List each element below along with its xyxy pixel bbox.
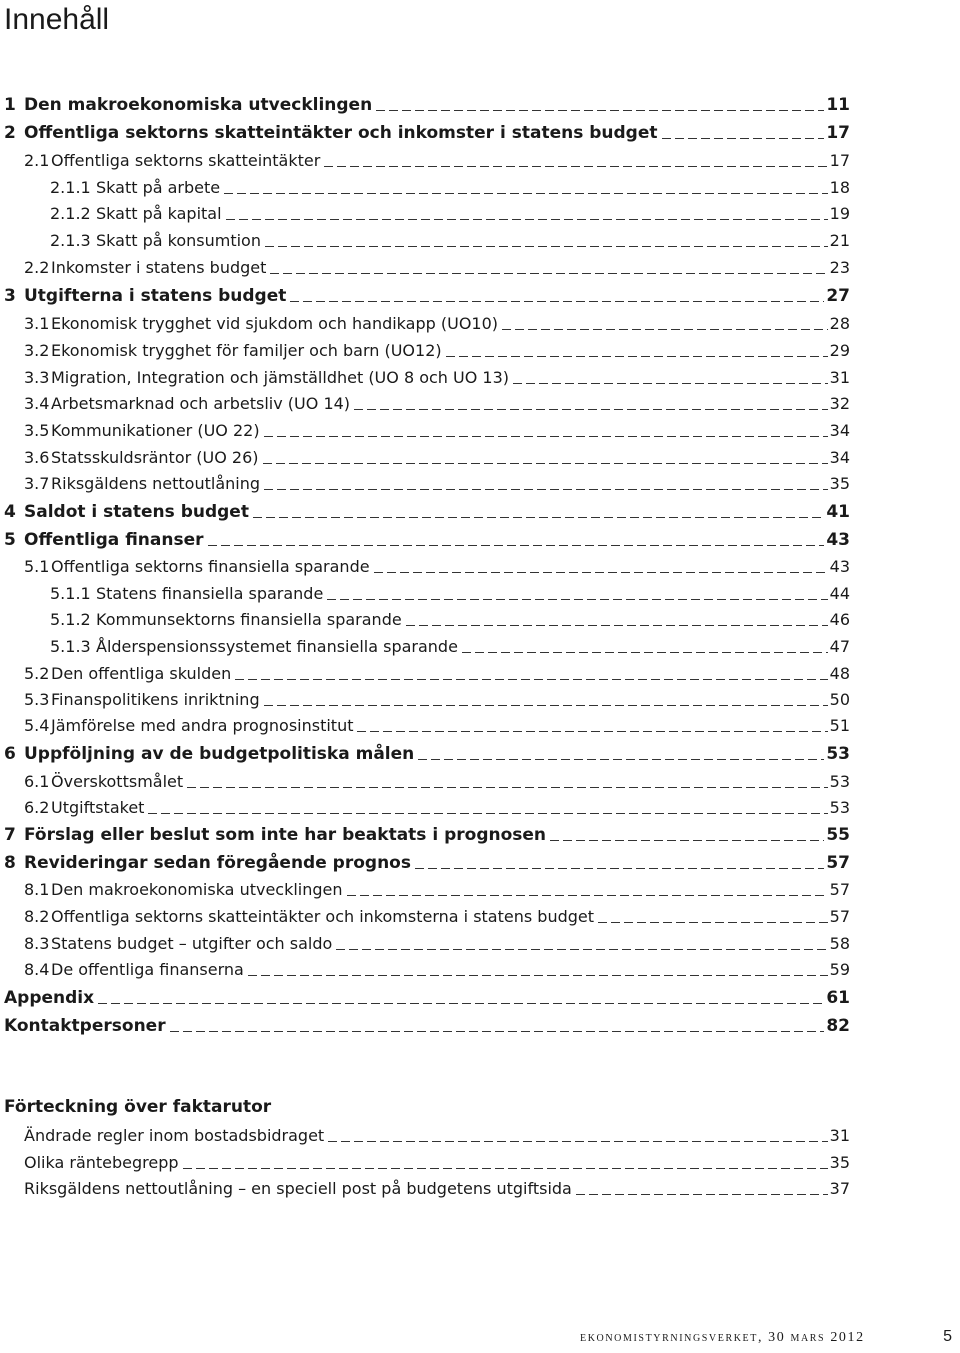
toc-entry-page: 59 [829, 960, 850, 979]
toc-entry[interactable] [24, 555, 850, 577]
toc-entry-page: 29 [829, 341, 850, 360]
dotted-leader [183, 1168, 828, 1169]
toc-entry-number: 5 [4, 530, 16, 550]
toc-entry-number: 2 [4, 123, 16, 143]
toc-entry-page: 51 [829, 716, 850, 735]
toc-entry-page: 23 [829, 258, 850, 277]
toc-entry[interactable] [4, 823, 850, 845]
toc-entry[interactable] [50, 202, 850, 224]
toc-entry-number: 3 [4, 286, 16, 306]
dotted-leader [270, 273, 827, 274]
toc-entry[interactable] [50, 635, 850, 657]
toc-entry-title: Migration, Integration och jämställdhet (UO 8 och UO 13) [51, 368, 510, 387]
toc-entry-number: 3.3 [24, 368, 50, 387]
toc-entry-title: De offentliga finanserna [51, 960, 244, 979]
toc-entry-title: Finanspolitikens inriktning [51, 690, 260, 709]
toc-entry-page: 57 [829, 907, 850, 926]
footer-page-number: 5 [943, 1328, 952, 1345]
toc-entry-number: 5.1.1 [50, 584, 91, 603]
toc-entry-title: Offentliga finanser [24, 530, 204, 550]
toc-entry-number: 8 [4, 853, 16, 873]
toc-entry-page: 50 [829, 690, 850, 709]
dotted-leader [264, 436, 828, 437]
toc-entry-page: 61 [826, 988, 850, 1008]
toc-entry-number: 6 [4, 744, 16, 764]
toc-entry-title: Kommunsektorns finansiella sparande [96, 610, 402, 629]
toc-entry-number: 8.2 [24, 907, 50, 926]
dotted-leader [336, 949, 827, 950]
toc-entry-title: Skatt på kapital [96, 204, 222, 223]
toc-entry-number: 5.4 [24, 716, 50, 735]
fact-box-entry[interactable] [24, 1177, 850, 1199]
toc-entry-title: Offentliga sektorns finansiella sparande [51, 557, 370, 576]
toc-entry[interactable] [24, 312, 850, 334]
toc-entry-number: 3.2 [24, 341, 50, 360]
footer-publisher-date: ekonomistyrningsverket, 30 mars 2012 [580, 1330, 865, 1345]
dotted-leader [224, 193, 828, 194]
toc-entry[interactable] [4, 1014, 850, 1036]
dotted-leader [550, 840, 824, 841]
toc-entry-page: 34 [829, 448, 850, 467]
dotted-leader [187, 787, 828, 788]
fact-box-entry-page: 37 [829, 1179, 850, 1198]
dotted-leader [502, 329, 828, 330]
toc-entry[interactable] [4, 986, 850, 1008]
dotted-leader [354, 409, 828, 410]
toc-entry[interactable] [4, 500, 850, 522]
toc-entry-title: Ekonomisk trygghet för familjer och barn (UO12) [51, 341, 442, 360]
toc-entry-title: Den makroekonomiska utvecklingen [51, 880, 343, 899]
toc-entry-page: 43 [829, 557, 850, 576]
toc-entry[interactable] [24, 446, 850, 468]
toc-entry[interactable] [24, 392, 850, 414]
toc-entry[interactable] [24, 366, 850, 388]
toc-entry[interactable] [24, 688, 850, 710]
toc-entry-title: Statsskuldsräntor (UO 26) [51, 448, 259, 467]
toc-entry[interactable] [24, 256, 850, 278]
dotted-leader [148, 813, 827, 814]
toc-entry[interactable] [24, 662, 850, 684]
toc-entry[interactable] [24, 770, 850, 792]
toc-entry-page: 53 [826, 744, 850, 764]
fact-box-entry[interactable] [24, 1151, 850, 1173]
toc-entry-title: Den offentliga skulden [51, 664, 232, 683]
toc-entry-page: 44 [829, 584, 850, 603]
toc-entry[interactable] [24, 472, 850, 494]
toc-entry-page: 46 [829, 610, 850, 629]
toc-entry-page: 34 [829, 421, 850, 440]
toc-entry-title: Uppföljning av de budgetpolitiska målen [24, 744, 415, 764]
dotted-leader [265, 246, 828, 247]
toc-entry[interactable] [24, 878, 850, 900]
toc-entry[interactable] [50, 582, 850, 604]
dotted-leader [324, 166, 827, 167]
toc-entry-number: 5.1.3 [50, 637, 91, 656]
dotted-leader [415, 868, 824, 869]
dotted-leader [374, 572, 828, 573]
toc-entry-title: Förslag eller beslut som inte har beaktats i prognosen [24, 825, 547, 845]
fact-box-entry-title: Riksgäldens nettoutlåning – en speciell post på budgetens utgiftsida [24, 1179, 572, 1198]
dotted-leader [347, 895, 828, 896]
toc-entry-title: Arbetsmarknad och arbetsliv (UO 14) [51, 394, 351, 413]
toc-entry-page: 27 [826, 286, 850, 306]
toc-entry-title: Överskottsmålet [51, 772, 184, 791]
dotted-leader [376, 110, 824, 111]
toc-entry[interactable] [4, 742, 850, 764]
toc-entry-number: 3.7 [24, 474, 50, 493]
toc-entry[interactable] [24, 714, 850, 736]
toc-entry-number: 6.2 [24, 798, 50, 817]
toc-entry-page: 53 [829, 798, 850, 817]
dotted-leader [576, 1194, 828, 1195]
toc-entry-title: Appendix [4, 988, 95, 1008]
toc-entry-page: 41 [826, 502, 850, 522]
toc-entry-page: 32 [829, 394, 850, 413]
toc-entry-page: 11 [826, 95, 850, 115]
dotted-leader [418, 759, 824, 760]
toc-entry-title: Utgifterna i statens budget [24, 286, 287, 306]
toc-entry-number: 8.3 [24, 934, 50, 953]
toc-entry-page: 82 [826, 1016, 850, 1036]
toc-entry-page: 58 [829, 934, 850, 953]
toc-entry-number: 5.1 [24, 557, 50, 576]
toc-entry-title: Offentliga sektorns skatteintäkter [51, 151, 321, 170]
dotted-leader [462, 652, 828, 653]
toc-entry-number: 3.4 [24, 394, 50, 413]
toc-entry-number: 6.1 [24, 772, 50, 791]
toc-entry-title: Revideringar sedan föregående prognos [24, 853, 411, 873]
toc-entry-title: Inkomster i statens budget [51, 258, 267, 277]
toc-entry-page: 47 [829, 637, 850, 656]
dotted-leader [263, 463, 828, 464]
toc-entry-number: 5.3 [24, 690, 50, 709]
toc-entry-number: 8.4 [24, 960, 50, 979]
fact-box-entry[interactable] [24, 1124, 850, 1146]
toc-entry[interactable] [24, 339, 850, 361]
toc-entry-page: 48 [829, 664, 850, 683]
toc-entry[interactable] [24, 905, 850, 927]
dotted-leader [235, 679, 827, 680]
dotted-leader [290, 301, 824, 302]
dotted-leader [406, 625, 828, 626]
toc-entry-number: 3.5 [24, 421, 50, 440]
page-title: Innehåll [4, 3, 110, 36]
toc-entry-page: 28 [829, 314, 850, 333]
dotted-leader [208, 545, 825, 546]
toc-entry-title: Kontaktpersoner [4, 1016, 166, 1036]
dotted-leader [170, 1031, 825, 1032]
dotted-leader [264, 489, 828, 490]
toc-entry[interactable] [4, 121, 850, 143]
dotted-leader [98, 1003, 824, 1004]
dotted-leader [662, 138, 825, 139]
dotted-leader [328, 1141, 827, 1142]
toc-entry-number: 5.2 [24, 664, 50, 683]
toc-entry-number: 2.1.2 [50, 204, 91, 223]
toc-entry[interactable] [4, 851, 850, 873]
toc-entry[interactable] [50, 229, 850, 251]
toc-entry-page: 57 [826, 853, 850, 873]
toc-entry[interactable] [24, 932, 850, 954]
toc-entry-page: 21 [829, 231, 850, 250]
toc-entry-page: 35 [829, 474, 850, 493]
toc-entry-page: 53 [829, 772, 850, 791]
dotted-leader [264, 705, 828, 706]
toc-entry-number: 5.1.2 [50, 610, 91, 629]
toc-entry-page: 31 [829, 368, 850, 387]
toc-entry[interactable] [4, 284, 850, 306]
toc-entry-page: 17 [829, 151, 850, 170]
toc-entry-title: Kommunikationer (UO 22) [51, 421, 260, 440]
toc-entry-title: Skatt på arbete [96, 178, 221, 197]
page-footer [580, 1328, 952, 1346]
toc-entry-number: 2.2 [24, 258, 50, 277]
toc-entry-page: 19 [829, 204, 850, 223]
toc-entry-page: 55 [826, 825, 850, 845]
toc-entry[interactable] [24, 796, 850, 818]
toc-entry[interactable] [4, 528, 850, 550]
toc-entry-title: Den makroekonomiska utvecklingen [24, 95, 373, 115]
toc-entry-page: 17 [826, 123, 850, 143]
dotted-leader [357, 731, 827, 732]
toc-entry[interactable] [24, 958, 850, 980]
fact-box-entry-title: Olika räntebegrepp [24, 1153, 179, 1172]
toc-entry-number: 3.6 [24, 448, 50, 467]
toc-entry[interactable] [24, 149, 850, 171]
toc-entry-page: 18 [829, 178, 850, 197]
toc-entry-number: 4 [4, 502, 16, 522]
toc-entry-title: Jämförelse med andra prognosinstitut [51, 716, 354, 735]
toc-entry-page: 43 [826, 530, 850, 550]
toc-entry-title: Utgiftstaket [51, 798, 145, 817]
dotted-leader [598, 922, 828, 923]
toc-entry-number: 2.1.3 [50, 231, 91, 250]
fact-box-list-heading: Förteckning över faktarutor [4, 1097, 272, 1117]
toc-entry-number: 2.1.1 [50, 178, 91, 197]
toc-entry[interactable] [50, 176, 850, 198]
toc-entry-title: Skatt på konsumtion [96, 231, 261, 250]
toc-entry[interactable] [24, 419, 850, 441]
fact-box-entry-title: Ändrade regler inom bostadsbidraget [24, 1126, 325, 1145]
toc-entry-number: 3.1 [24, 314, 50, 333]
dotted-leader [248, 975, 828, 976]
toc-entry-title: Offentliga sektorns skatteintäkter och inkomster i statens budget [24, 123, 658, 143]
toc-entry-title: Saldot i statens budget [24, 502, 249, 522]
dotted-leader [253, 517, 824, 518]
dotted-leader [327, 599, 827, 600]
dotted-leader [513, 383, 828, 384]
toc-entry-title: Statens budget – utgifter och saldo [51, 934, 333, 953]
fact-box-entry-page: 31 [829, 1126, 850, 1145]
toc-entry-page: 57 [829, 880, 850, 899]
toc-entry-title: Ekonomisk trygghet vid sjukdom och handikapp (UO10) [51, 314, 499, 333]
dotted-leader [226, 219, 828, 220]
toc-entry-title: Ålderspensionssystemet finansiella sparande [96, 637, 458, 656]
toc-entry-title: Statens finansiella sparande [96, 584, 324, 603]
toc-entry-number: 1 [4, 95, 16, 115]
toc-entry[interactable] [4, 93, 850, 115]
fact-box-entry-page: 35 [829, 1153, 850, 1172]
toc-entry-title: Offentliga sektorns skatteintäkter och inkomsterna i statens budget [51, 907, 595, 926]
toc-entry-number: 8.1 [24, 880, 50, 899]
toc-entry-number: 2.1 [24, 151, 50, 170]
toc-entry-title: Riksgäldens nettoutlåning [51, 474, 260, 493]
toc-entry[interactable] [50, 608, 850, 630]
toc-entry-number: 7 [4, 825, 16, 845]
dotted-leader [446, 356, 828, 357]
